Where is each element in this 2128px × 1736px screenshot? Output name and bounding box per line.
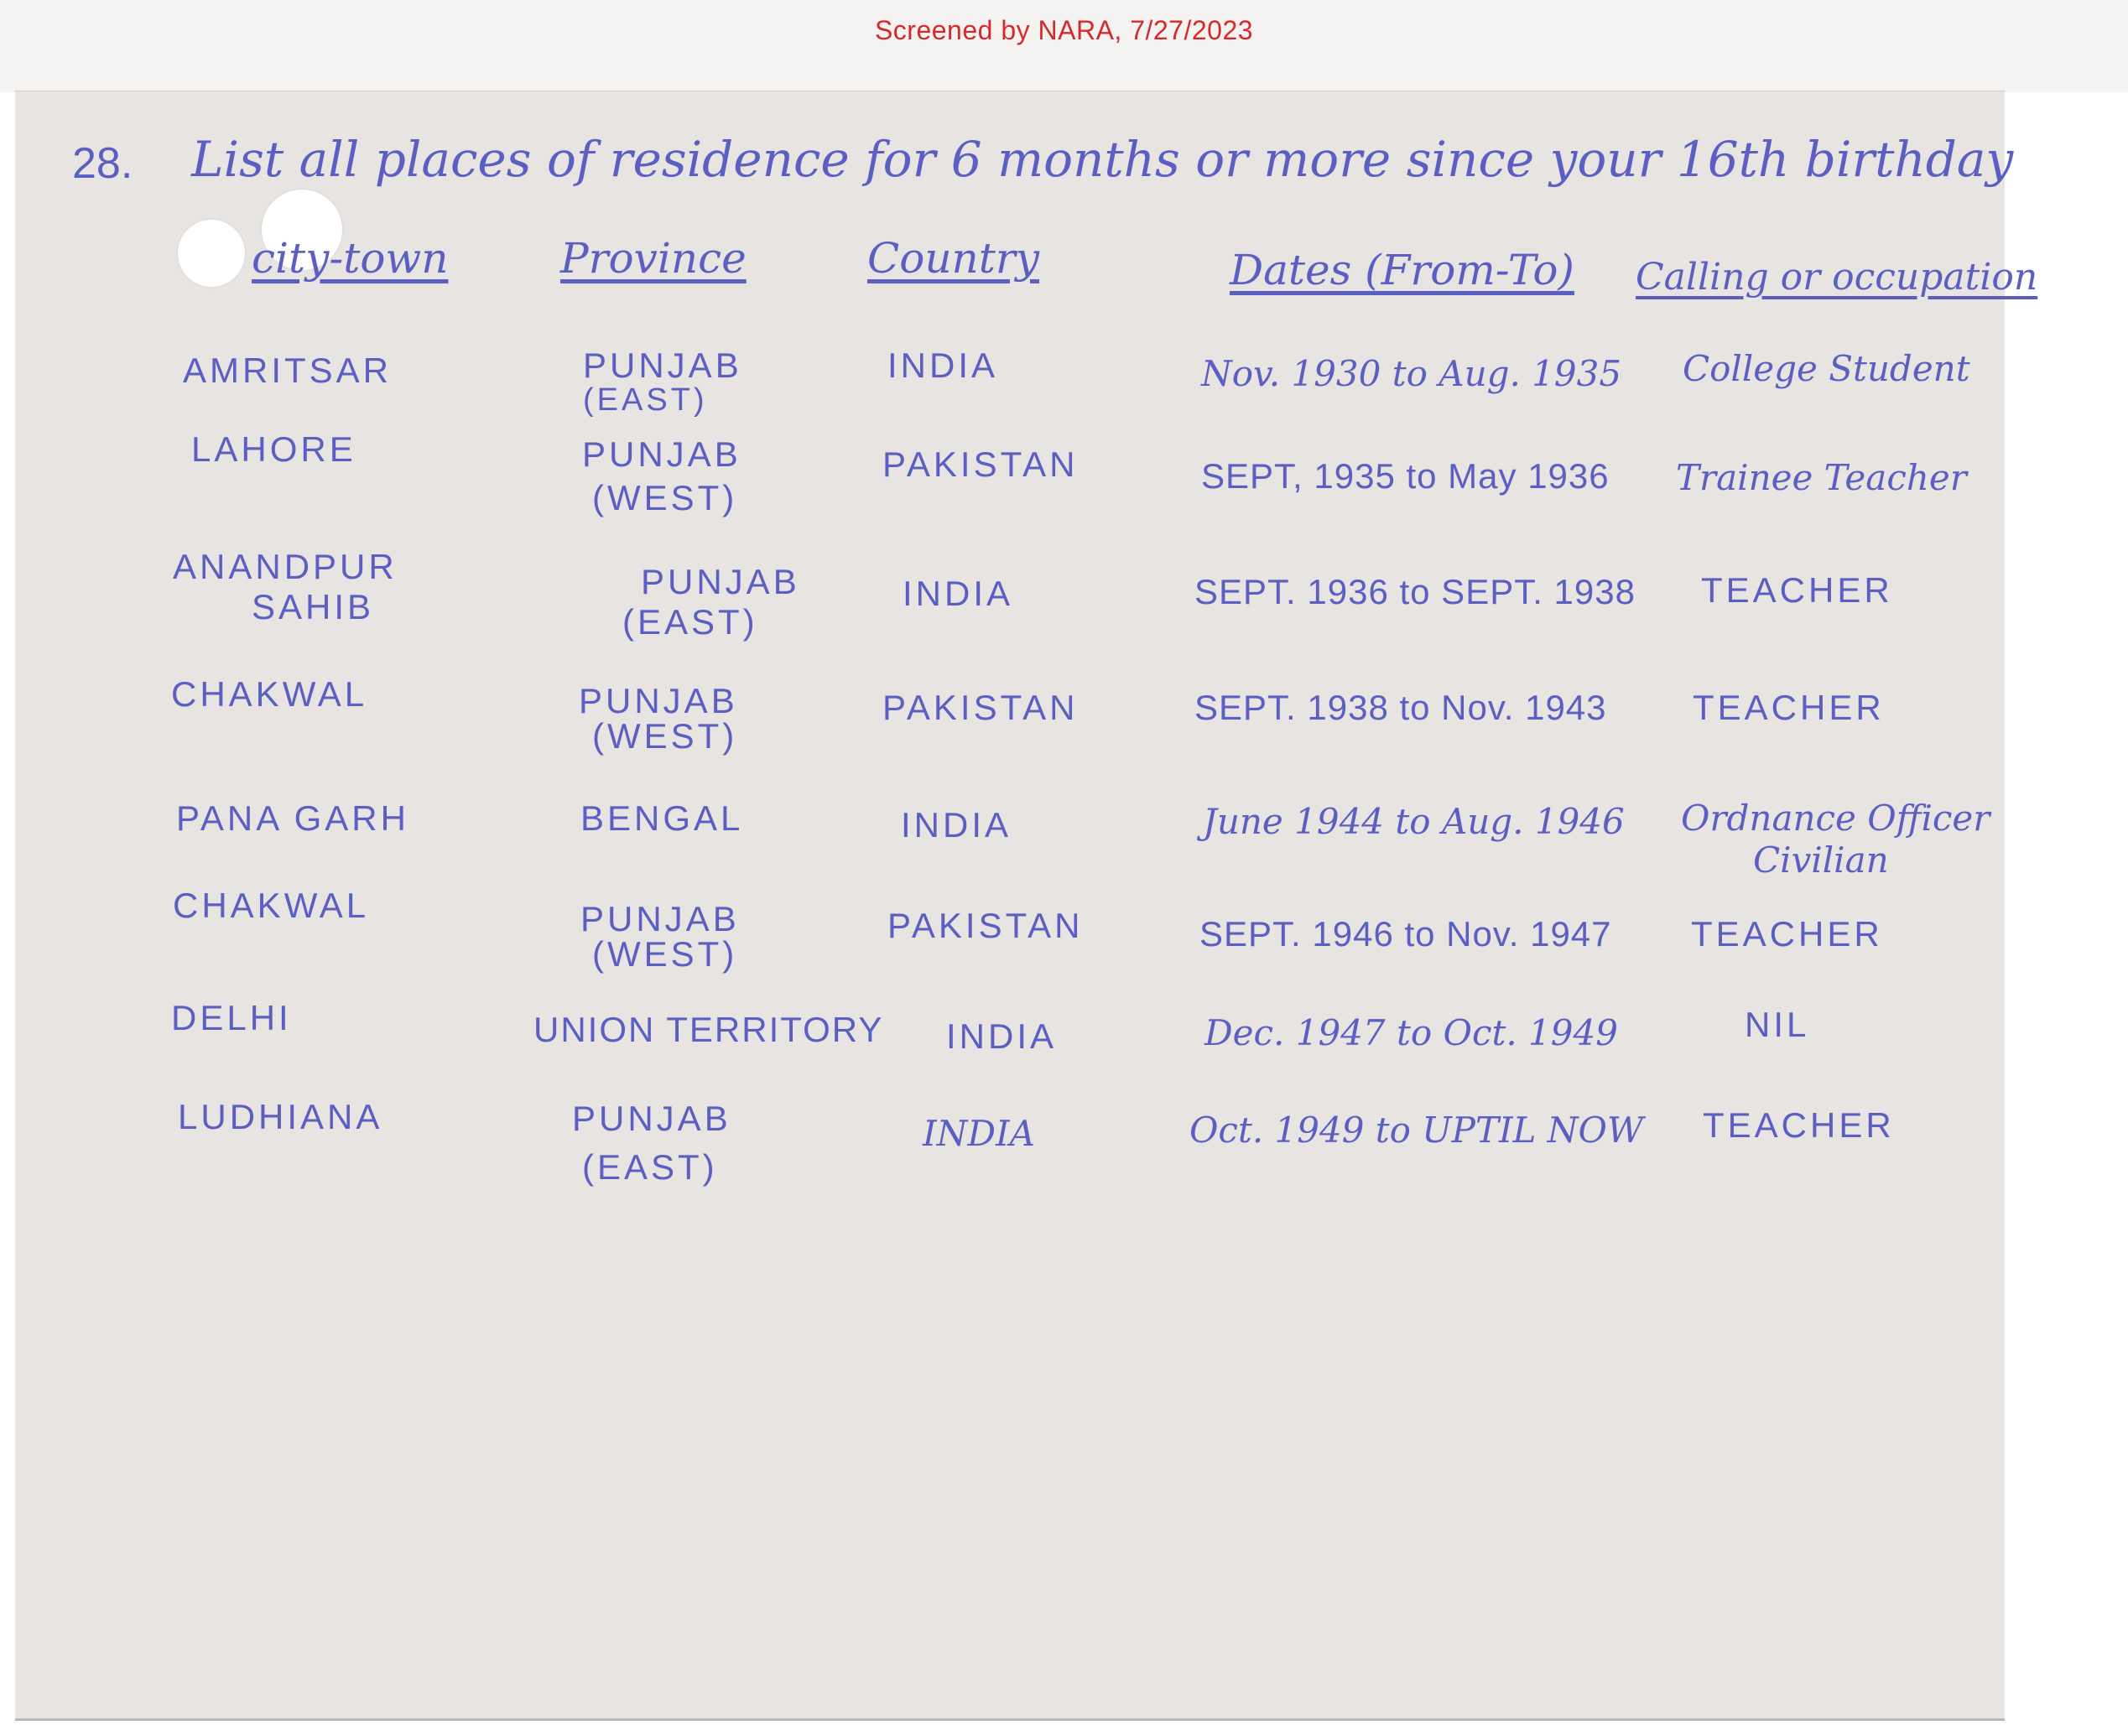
- row-5-country: INDIA: [901, 805, 1012, 845]
- row-4-province: PUNJAB: [579, 681, 738, 720]
- row-1-province: PUNJAB: [583, 346, 742, 385]
- row-5-dates: June 1944 to Aug. 1946: [1203, 801, 1625, 842]
- row-5-city: PANA GARH: [176, 798, 409, 838]
- row-3-province: PUNJAB: [641, 562, 800, 601]
- header-dates: Dates (From-To): [1230, 246, 1574, 294]
- row-2-province-sub: (WEST): [592, 478, 738, 517]
- row-8-dates: Oct. 1949 to UPTIL NOW: [1189, 1110, 1644, 1151]
- question-number: 28.: [72, 139, 133, 188]
- row-7-dates: Dec. 1947 to Oct. 1949: [1204, 1012, 1618, 1053]
- scan-top-margin: [0, 0, 2128, 92]
- row-8-city: LUDHIANA: [178, 1097, 383, 1136]
- row-7-country: INDIA: [946, 1016, 1058, 1056]
- row-4-city: CHAKWAL: [171, 674, 368, 714]
- row-6-dates: SEPT. 1946 to Nov. 1947: [1199, 914, 1612, 954]
- nara-screening-stamp: Screened by NARA, 7/27/2023: [874, 15, 1254, 45]
- row-5-occupation: Ordnance Officer: [1681, 798, 1990, 839]
- row-1-province-sub: (EAST): [583, 382, 708, 418]
- row-4-dates: SEPT. 1938 to Nov. 1943: [1194, 688, 1607, 727]
- row-4-country: PAKISTAN: [882, 688, 1079, 727]
- row-8-province-sub: (EAST): [582, 1147, 718, 1187]
- row-4-province-sub: (WEST): [592, 716, 738, 756]
- header-province: Province: [560, 234, 747, 283]
- header-country: Country: [867, 234, 1040, 283]
- row-2-occupation: Trainee Teacher: [1676, 457, 1967, 498]
- row-6-country: PAKISTAN: [887, 906, 1084, 945]
- row-3-dates: SEPT. 1936 to SEPT. 1938: [1194, 572, 1636, 611]
- row-1-dates: Nov. 1930 to Aug. 1935: [1201, 353, 1622, 394]
- question-text: List all places of residence for 6 months or more since your 16th birthday: [191, 131, 2014, 188]
- row-2-province: PUNJAB: [582, 434, 741, 474]
- row-3-occupation: TEACHER: [1701, 570, 1893, 610]
- header-occupation: Calling or occupation: [1636, 256, 2038, 299]
- row-8-occupation: TEACHER: [1703, 1105, 1895, 1145]
- row-1-city: AMRITSAR: [183, 351, 393, 390]
- row-8-country: INDIA: [923, 1113, 1035, 1154]
- row-3-province-sub: (EAST): [622, 602, 758, 642]
- row-3-city: ANANDPUR: [173, 547, 398, 586]
- row-1-occupation: College Student: [1683, 348, 1970, 389]
- row-3-city-sub: SAHIB: [252, 587, 375, 626]
- row-1-country: INDIA: [887, 346, 999, 385]
- row-2-city: LAHORE: [191, 429, 356, 469]
- punch-hole-left: [178, 220, 245, 287]
- row-2-dates: SEPT, 1935 to May 1936: [1201, 456, 1610, 496]
- row-5-province: BENGAL: [580, 798, 744, 838]
- row-8-province: PUNJAB: [572, 1099, 731, 1138]
- row-6-province: PUNJAB: [580, 899, 740, 938]
- row-7-occupation: NIL: [1745, 1005, 1810, 1044]
- header-city-town: city-town: [252, 234, 449, 283]
- row-2-country: PAKISTAN: [882, 444, 1079, 484]
- row-7-city: DELHI: [171, 998, 292, 1037]
- row-5-occupation-sub: Civilian: [1753, 839, 1889, 881]
- row-3-country: INDIA: [903, 574, 1014, 613]
- row-6-city: CHAKWAL: [173, 886, 370, 925]
- row-6-province-sub: (WEST): [592, 934, 738, 974]
- row-6-occupation: TEACHER: [1691, 914, 1883, 954]
- row-4-occupation: TEACHER: [1693, 688, 1885, 727]
- row-7-province: UNION TERRITORY: [533, 1010, 884, 1049]
